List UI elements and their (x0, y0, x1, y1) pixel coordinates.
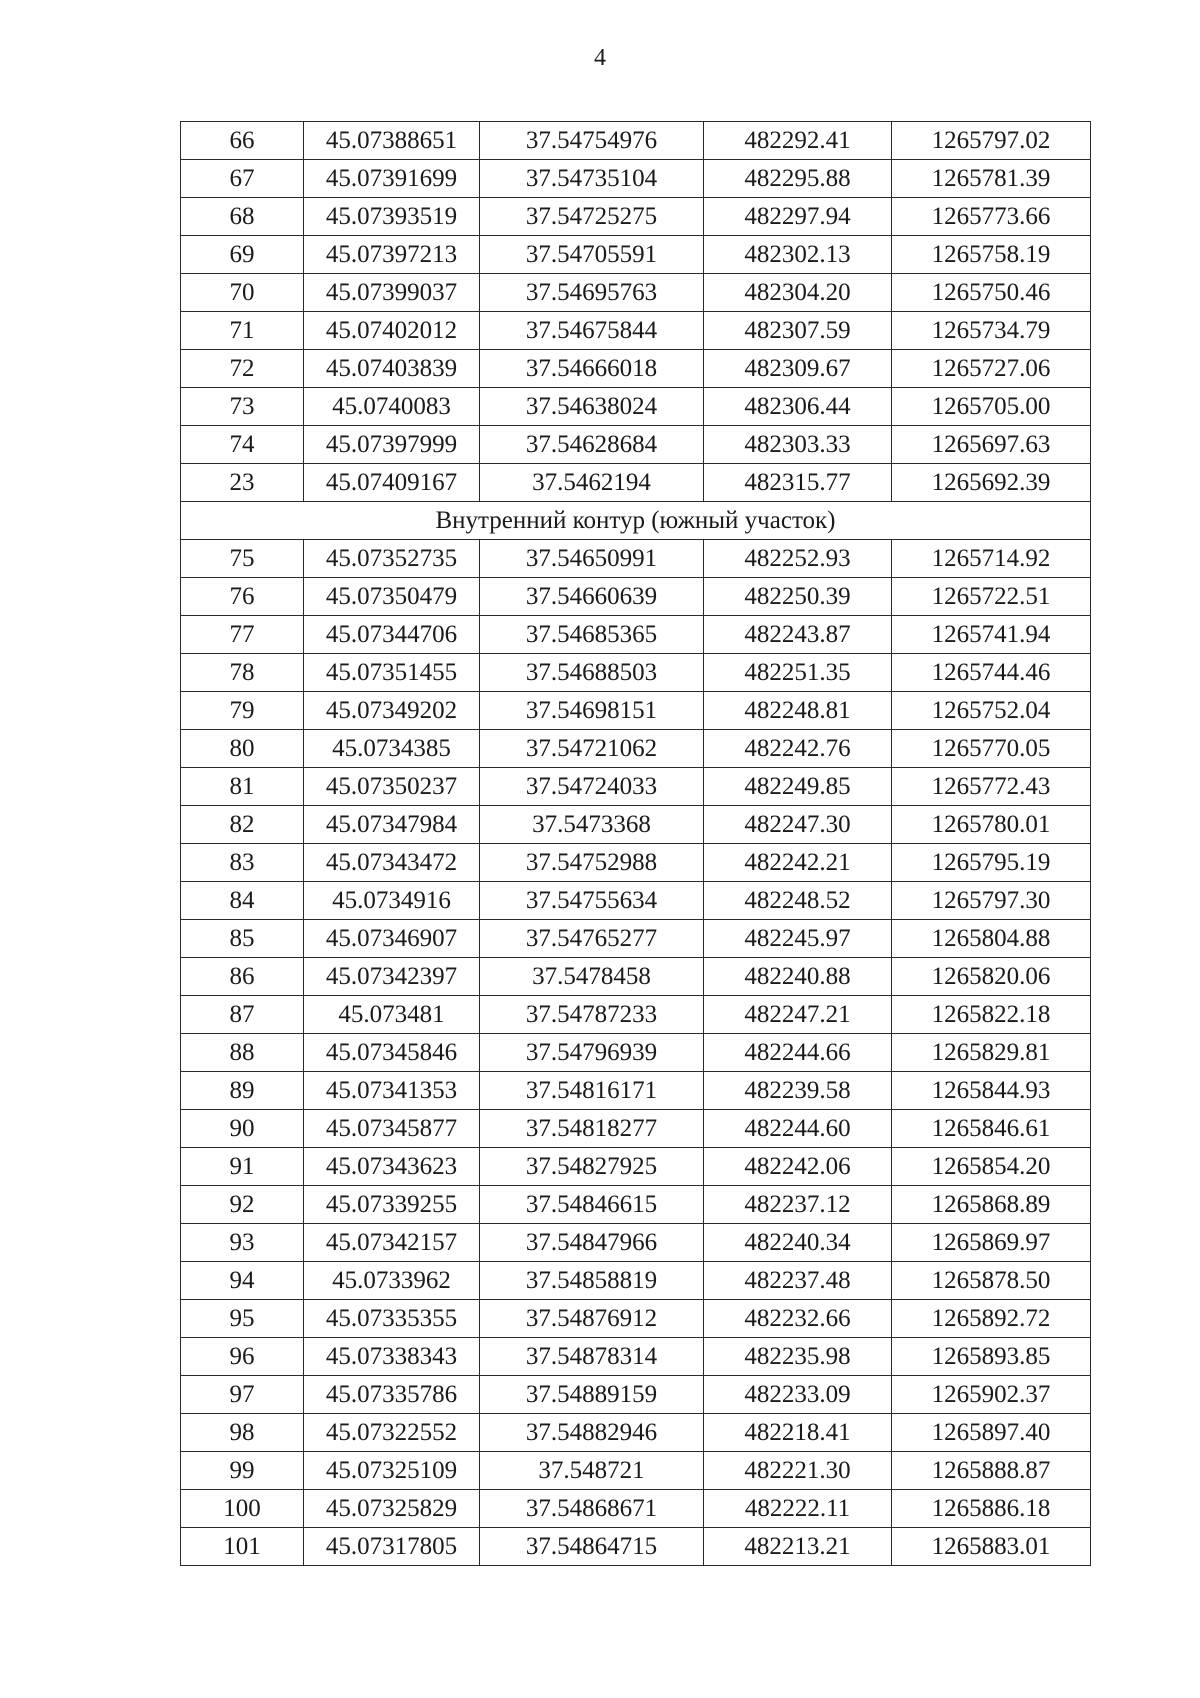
longitude-cell: 37.548721 (480, 1452, 704, 1490)
point-number-cell: 87 (181, 996, 304, 1034)
table-row (181, 198, 1091, 236)
y-coordinate-cell: 1265886.18 (892, 1490, 1091, 1528)
latitude-cell: 45.07345877 (304, 1110, 480, 1148)
latitude-cell: 45.07345846 (304, 1034, 480, 1072)
table-row (181, 1110, 1091, 1148)
latitude-cell: 45.0734916 (304, 882, 480, 920)
point-number-cell: 89 (181, 1072, 304, 1110)
table-row (181, 578, 1091, 616)
y-coordinate-cell: 1265795.19 (892, 844, 1091, 882)
point-number-cell: 98 (181, 1414, 304, 1452)
x-coordinate-cell: 482242.21 (704, 844, 892, 882)
y-coordinate-cell: 1265780.01 (892, 806, 1091, 844)
x-coordinate-cell: 482244.66 (704, 1034, 892, 1072)
longitude-cell: 37.54698151 (480, 692, 704, 730)
longitude-cell: 37.54705591 (480, 236, 704, 274)
table-row (181, 122, 1091, 160)
longitude-cell: 37.54628684 (480, 426, 704, 464)
longitude-cell: 37.54725275 (480, 198, 704, 236)
x-coordinate-cell: 482237.48 (704, 1262, 892, 1300)
table-row (181, 1338, 1091, 1376)
point-number-cell: 69 (181, 236, 304, 274)
longitude-cell: 37.54685365 (480, 616, 704, 654)
latitude-cell: 45.07391699 (304, 160, 480, 198)
longitude-cell: 37.54660639 (480, 578, 704, 616)
x-coordinate-cell: 482309.67 (704, 350, 892, 388)
latitude-cell: 45.07352735 (304, 540, 480, 578)
x-coordinate-cell: 482242.06 (704, 1148, 892, 1186)
table-row (181, 654, 1091, 692)
point-number-cell: 88 (181, 1034, 304, 1072)
point-number-cell: 94 (181, 1262, 304, 1300)
section-header-row (181, 502, 1091, 540)
y-coordinate-cell: 1265844.93 (892, 1072, 1091, 1110)
latitude-cell: 45.07343623 (304, 1148, 480, 1186)
table-row (181, 730, 1091, 768)
point-number-cell: 80 (181, 730, 304, 768)
x-coordinate-cell: 482233.09 (704, 1376, 892, 1414)
longitude-cell: 37.54638024 (480, 388, 704, 426)
table-row (181, 236, 1091, 274)
point-number-cell: 70 (181, 274, 304, 312)
longitude-cell: 37.54796939 (480, 1034, 704, 1072)
y-coordinate-cell: 1265773.66 (892, 198, 1091, 236)
x-coordinate-cell: 482292.41 (704, 122, 892, 160)
y-coordinate-cell: 1265902.37 (892, 1376, 1091, 1414)
y-coordinate-cell: 1265829.81 (892, 1034, 1091, 1072)
table-row (181, 958, 1091, 996)
x-coordinate-cell: 482303.33 (704, 426, 892, 464)
x-coordinate-cell: 482302.13 (704, 236, 892, 274)
point-number-cell: 77 (181, 616, 304, 654)
point-number-cell: 68 (181, 198, 304, 236)
longitude-cell: 37.54858819 (480, 1262, 704, 1300)
latitude-cell: 45.07347984 (304, 806, 480, 844)
y-coordinate-cell: 1265804.88 (892, 920, 1091, 958)
table-row (181, 350, 1091, 388)
point-number-cell: 90 (181, 1110, 304, 1148)
point-number-cell: 72 (181, 350, 304, 388)
y-coordinate-cell: 1265692.39 (892, 464, 1091, 502)
longitude-cell: 37.54675844 (480, 312, 704, 350)
longitude-cell: 37.54864715 (480, 1528, 704, 1566)
y-coordinate-cell: 1265888.87 (892, 1452, 1091, 1490)
latitude-cell: 45.07346907 (304, 920, 480, 958)
x-coordinate-cell: 482297.94 (704, 198, 892, 236)
x-coordinate-cell: 482235.98 (704, 1338, 892, 1376)
latitude-cell: 45.07399037 (304, 274, 480, 312)
point-number-cell: 93 (181, 1224, 304, 1262)
longitude-cell: 37.54878314 (480, 1338, 704, 1376)
longitude-cell: 37.54816171 (480, 1072, 704, 1110)
y-coordinate-cell: 1265797.02 (892, 122, 1091, 160)
latitude-cell: 45.07351455 (304, 654, 480, 692)
latitude-cell: 45.07342397 (304, 958, 480, 996)
x-coordinate-cell: 482250.39 (704, 578, 892, 616)
table-row (181, 1034, 1091, 1072)
point-number-cell: 73 (181, 388, 304, 426)
table-row (181, 996, 1091, 1034)
longitude-cell: 37.54787233 (480, 996, 704, 1034)
table-row (181, 692, 1091, 730)
x-coordinate-cell: 482242.76 (704, 730, 892, 768)
latitude-cell: 45.07335355 (304, 1300, 480, 1338)
latitude-cell: 45.07343472 (304, 844, 480, 882)
point-number-cell: 101 (181, 1528, 304, 1566)
y-coordinate-cell: 1265854.20 (892, 1148, 1091, 1186)
latitude-cell: 45.07341353 (304, 1072, 480, 1110)
point-number-cell: 74 (181, 426, 304, 464)
table-row (181, 1148, 1091, 1186)
longitude-cell: 37.5478458 (480, 958, 704, 996)
table-row (181, 1224, 1091, 1262)
y-coordinate-cell: 1265781.39 (892, 160, 1091, 198)
latitude-cell: 45.07397999 (304, 426, 480, 464)
point-number-cell: 81 (181, 768, 304, 806)
latitude-cell: 45.0733962 (304, 1262, 480, 1300)
latitude-cell: 45.07350479 (304, 578, 480, 616)
longitude-cell: 37.54724033 (480, 768, 704, 806)
table-row (181, 540, 1091, 578)
latitude-cell: 45.07325109 (304, 1452, 480, 1490)
point-number-cell: 86 (181, 958, 304, 996)
longitude-cell: 37.54846615 (480, 1186, 704, 1224)
latitude-cell: 45.07393519 (304, 198, 480, 236)
x-coordinate-cell: 482240.34 (704, 1224, 892, 1262)
longitude-cell: 37.54688503 (480, 654, 704, 692)
point-number-cell: 76 (181, 578, 304, 616)
table-row (181, 616, 1091, 654)
y-coordinate-cell: 1265772.43 (892, 768, 1091, 806)
point-number-cell: 67 (181, 160, 304, 198)
table-row (181, 464, 1091, 502)
latitude-cell: 45.07325829 (304, 1490, 480, 1528)
longitude-cell: 37.54876912 (480, 1300, 704, 1338)
latitude-cell: 45.07397213 (304, 236, 480, 274)
latitude-cell: 45.07409167 (304, 464, 480, 502)
point-number-cell: 96 (181, 1338, 304, 1376)
longitude-cell: 37.54847966 (480, 1224, 704, 1262)
point-number-cell: 91 (181, 1148, 304, 1186)
longitude-cell: 37.54868671 (480, 1490, 704, 1528)
table-row (181, 806, 1091, 844)
table-row (181, 388, 1091, 426)
longitude-cell: 37.54754976 (480, 122, 704, 160)
latitude-cell: 45.07403839 (304, 350, 480, 388)
longitude-cell: 37.54666018 (480, 350, 704, 388)
longitude-cell: 37.54755634 (480, 882, 704, 920)
coordinates-table (180, 121, 1091, 1566)
x-coordinate-cell: 482248.52 (704, 882, 892, 920)
x-coordinate-cell: 482218.41 (704, 1414, 892, 1452)
y-coordinate-cell: 1265770.05 (892, 730, 1091, 768)
y-coordinate-cell: 1265797.30 (892, 882, 1091, 920)
x-coordinate-cell: 482252.93 (704, 540, 892, 578)
longitude-cell: 37.54827925 (480, 1148, 704, 1186)
latitude-cell: 45.07339255 (304, 1186, 480, 1224)
y-coordinate-cell: 1265741.94 (892, 616, 1091, 654)
longitude-cell: 37.5462194 (480, 464, 704, 502)
x-coordinate-cell: 482213.21 (704, 1528, 892, 1566)
y-coordinate-cell: 1265744.46 (892, 654, 1091, 692)
y-coordinate-cell: 1265820.06 (892, 958, 1091, 996)
table-row (181, 1528, 1091, 1566)
longitude-cell: 37.54752988 (480, 844, 704, 882)
longitude-cell: 37.54889159 (480, 1376, 704, 1414)
table-row (181, 844, 1091, 882)
x-coordinate-cell: 482247.30 (704, 806, 892, 844)
y-coordinate-cell: 1265893.85 (892, 1338, 1091, 1376)
longitude-cell: 37.5473368 (480, 806, 704, 844)
y-coordinate-cell: 1265869.97 (892, 1224, 1091, 1262)
table-row (181, 1414, 1091, 1452)
y-coordinate-cell: 1265734.79 (892, 312, 1091, 350)
point-number-cell: 85 (181, 920, 304, 958)
table-row (181, 426, 1091, 464)
table-row (181, 1490, 1091, 1528)
y-coordinate-cell: 1265822.18 (892, 996, 1091, 1034)
x-coordinate-cell: 482315.77 (704, 464, 892, 502)
latitude-cell: 45.07402012 (304, 312, 480, 350)
latitude-cell: 45.07335786 (304, 1376, 480, 1414)
point-number-cell: 75 (181, 540, 304, 578)
latitude-cell: 45.07344706 (304, 616, 480, 654)
y-coordinate-cell: 1265868.89 (892, 1186, 1091, 1224)
longitude-cell: 37.54818277 (480, 1110, 704, 1148)
x-coordinate-cell: 482247.21 (704, 996, 892, 1034)
table-row (181, 274, 1091, 312)
latitude-cell: 45.07342157 (304, 1224, 480, 1262)
x-coordinate-cell: 482221.30 (704, 1452, 892, 1490)
y-coordinate-cell: 1265883.01 (892, 1528, 1091, 1566)
table-row (181, 1300, 1091, 1338)
latitude-cell: 45.07349202 (304, 692, 480, 730)
longitude-cell: 37.54882946 (480, 1414, 704, 1452)
latitude-cell: 45.07388651 (304, 122, 480, 160)
table-row (181, 882, 1091, 920)
y-coordinate-cell: 1265722.51 (892, 578, 1091, 616)
table-row (181, 1186, 1091, 1224)
y-coordinate-cell: 1265897.40 (892, 1414, 1091, 1452)
point-number-cell: 71 (181, 312, 304, 350)
longitude-cell: 37.54695763 (480, 274, 704, 312)
longitude-cell: 37.54765277 (480, 920, 704, 958)
point-number-cell: 92 (181, 1186, 304, 1224)
table-row (181, 768, 1091, 806)
point-number-cell: 95 (181, 1300, 304, 1338)
x-coordinate-cell: 482249.85 (704, 768, 892, 806)
x-coordinate-cell: 482222.11 (704, 1490, 892, 1528)
x-coordinate-cell: 482304.20 (704, 274, 892, 312)
point-number-cell: 100 (181, 1490, 304, 1528)
point-number-cell: 83 (181, 844, 304, 882)
table-row (181, 1452, 1091, 1490)
point-number-cell: 78 (181, 654, 304, 692)
table-row (181, 920, 1091, 958)
point-number-cell: 66 (181, 122, 304, 160)
x-coordinate-cell: 482307.59 (704, 312, 892, 350)
longitude-cell: 37.54650991 (480, 540, 704, 578)
point-number-cell: 99 (181, 1452, 304, 1490)
table-row (181, 1262, 1091, 1300)
x-coordinate-cell: 482306.44 (704, 388, 892, 426)
point-number-cell: 79 (181, 692, 304, 730)
longitude-cell: 37.54721062 (480, 730, 704, 768)
latitude-cell: 45.07322552 (304, 1414, 480, 1452)
x-coordinate-cell: 482248.81 (704, 692, 892, 730)
table-row (181, 1376, 1091, 1414)
point-number-cell: 23 (181, 464, 304, 502)
point-number-cell: 84 (181, 882, 304, 920)
x-coordinate-cell: 482239.58 (704, 1072, 892, 1110)
section-header: Внутренний контур (южный участок) (181, 502, 1091, 540)
table-row (181, 312, 1091, 350)
latitude-cell: 45.07317805 (304, 1528, 480, 1566)
y-coordinate-cell: 1265705.00 (892, 388, 1091, 426)
y-coordinate-cell: 1265892.72 (892, 1300, 1091, 1338)
y-coordinate-cell: 1265714.92 (892, 540, 1091, 578)
x-coordinate-cell: 482245.97 (704, 920, 892, 958)
latitude-cell: 45.07350237 (304, 768, 480, 806)
table-row (181, 1072, 1091, 1110)
point-number-cell: 82 (181, 806, 304, 844)
point-number-cell: 97 (181, 1376, 304, 1414)
x-coordinate-cell: 482243.87 (704, 616, 892, 654)
x-coordinate-cell: 482251.35 (704, 654, 892, 692)
latitude-cell: 45.0740083 (304, 388, 480, 426)
y-coordinate-cell: 1265697.63 (892, 426, 1091, 464)
longitude-cell: 37.54735104 (480, 160, 704, 198)
y-coordinate-cell: 1265846.61 (892, 1110, 1091, 1148)
x-coordinate-cell: 482240.88 (704, 958, 892, 996)
latitude-cell: 45.073481 (304, 996, 480, 1034)
y-coordinate-cell: 1265727.06 (892, 350, 1091, 388)
x-coordinate-cell: 482295.88 (704, 160, 892, 198)
x-coordinate-cell: 482232.66 (704, 1300, 892, 1338)
y-coordinate-cell: 1265758.19 (892, 236, 1091, 274)
x-coordinate-cell: 482244.60 (704, 1110, 892, 1148)
y-coordinate-cell: 1265752.04 (892, 692, 1091, 730)
latitude-cell: 45.0734385 (304, 730, 480, 768)
x-coordinate-cell: 482237.12 (704, 1186, 892, 1224)
table-row (181, 160, 1091, 198)
latitude-cell: 45.07338343 (304, 1338, 480, 1376)
y-coordinate-cell: 1265878.50 (892, 1262, 1091, 1300)
y-coordinate-cell: 1265750.46 (892, 274, 1091, 312)
page-number: 4 (594, 45, 606, 71)
